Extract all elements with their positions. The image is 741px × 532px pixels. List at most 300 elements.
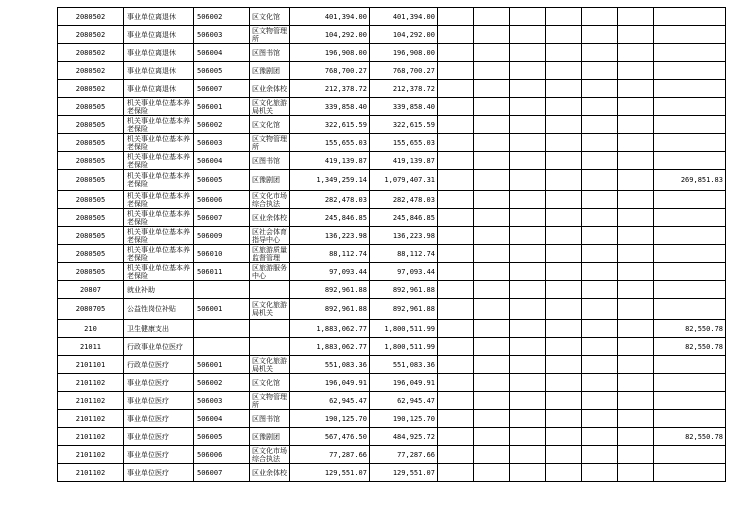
- row-empty-cell: [546, 26, 582, 44]
- row-item-name: 事业单位离退休: [124, 26, 194, 44]
- row-project: 82,550.78: [654, 428, 726, 446]
- row-unit-name: 区图书馆: [250, 152, 290, 170]
- row-project: [654, 80, 726, 98]
- row-unit-name: [250, 338, 290, 356]
- row-empty-cell: [618, 170, 654, 191]
- row-empty-cell: [546, 263, 582, 281]
- row-empty-cell: [438, 62, 474, 80]
- row-total: 419,139.87: [290, 152, 370, 170]
- row-basic: 1,800,511.99: [370, 320, 438, 338]
- row-project: [654, 191, 726, 209]
- row-item-name: 机关事业单位基本养老保险: [124, 245, 194, 263]
- row-basic: 77,287.66: [370, 446, 438, 464]
- row-code: 21011: [58, 338, 124, 356]
- table-row: [58, 245, 726, 263]
- row-empty-cell: [510, 392, 546, 410]
- row-empty-cell: [474, 410, 510, 428]
- row-empty-cell: [582, 152, 618, 170]
- row-empty-cell: [438, 410, 474, 428]
- row-basic: 196,908.00: [370, 44, 438, 62]
- row-basic: 129,551.07: [370, 464, 438, 482]
- row-empty-cell: [474, 209, 510, 227]
- row-empty-cell: [474, 338, 510, 356]
- row-empty-cell: [546, 446, 582, 464]
- row-total: 322,615.59: [290, 116, 370, 134]
- row-code: 2080502: [58, 62, 124, 80]
- row-empty-cell: [618, 98, 654, 116]
- row-empty-cell: [474, 80, 510, 98]
- row-empty-cell: [582, 245, 618, 263]
- row-basic: 62,945.47: [370, 392, 438, 410]
- row-project: [654, 263, 726, 281]
- row-unit-code: 506005: [194, 62, 250, 80]
- row-total: 567,476.50: [290, 428, 370, 446]
- row-empty-cell: [474, 191, 510, 209]
- row-project: [654, 44, 726, 62]
- row-basic: 419,139.87: [370, 152, 438, 170]
- row-total: 196,049.91: [290, 374, 370, 392]
- table-row: [58, 170, 726, 191]
- row-empty-cell: [438, 209, 474, 227]
- row-empty-cell: [582, 464, 618, 482]
- row-item-name: 机关事业单位基本养老保险: [124, 227, 194, 245]
- row-item-name: 事业单位医疗: [124, 392, 194, 410]
- row-basic: 136,223.98: [370, 227, 438, 245]
- row-empty-cell: [474, 263, 510, 281]
- row-code: 2101102: [58, 446, 124, 464]
- row-empty-cell: [510, 80, 546, 98]
- row-empty-cell: [546, 80, 582, 98]
- row-empty-cell: [582, 374, 618, 392]
- row-total: 892,961.88: [290, 281, 370, 299]
- table-row: [58, 263, 726, 281]
- row-unit-name: 区豫剧团: [250, 170, 290, 191]
- row-empty-cell: [474, 446, 510, 464]
- row-basic: 282,478.03: [370, 191, 438, 209]
- row-code: 2080705: [58, 299, 124, 320]
- row-unit-name: 区业余体校: [250, 80, 290, 98]
- row-unit-code: 506006: [194, 191, 250, 209]
- row-empty-cell: [582, 116, 618, 134]
- row-project: [654, 116, 726, 134]
- row-empty-cell: [618, 116, 654, 134]
- row-basic: 551,083.36: [370, 356, 438, 374]
- row-unit-name: 区文化旅游局机关: [250, 299, 290, 320]
- table-row: [58, 281, 726, 299]
- budget-table: [57, 7, 726, 482]
- row-empty-cell: [618, 299, 654, 320]
- row-empty-cell: [438, 191, 474, 209]
- row-unit-name: 区文化旅游局机关: [250, 98, 290, 116]
- row-code: 2101102: [58, 464, 124, 482]
- row-item-name: 机关事业单位基本养老保险: [124, 170, 194, 191]
- row-empty-cell: [438, 356, 474, 374]
- row-empty-cell: [474, 8, 510, 26]
- row-total: 129,551.07: [290, 464, 370, 482]
- row-empty-cell: [438, 464, 474, 482]
- row-unit-name: 区旅游质量监督管理: [250, 245, 290, 263]
- row-empty-cell: [618, 392, 654, 410]
- row-unit-code: 506002: [194, 374, 250, 392]
- row-empty-cell: [546, 116, 582, 134]
- row-empty-cell: [582, 80, 618, 98]
- row-code: 2080505: [58, 152, 124, 170]
- row-empty-cell: [582, 392, 618, 410]
- row-unit-name: 区图书馆: [250, 410, 290, 428]
- row-total: 339,858.40: [290, 98, 370, 116]
- row-unit-code: 506006: [194, 446, 250, 464]
- row-item-name: 机关事业单位基本养老保险: [124, 98, 194, 116]
- row-empty-cell: [438, 320, 474, 338]
- row-empty-cell: [582, 191, 618, 209]
- row-project: 82,550.78: [654, 338, 726, 356]
- row-project: [654, 281, 726, 299]
- row-empty-cell: [510, 356, 546, 374]
- row-unit-code: 506005: [194, 170, 250, 191]
- row-empty-cell: [546, 62, 582, 80]
- row-project: [654, 374, 726, 392]
- row-project: [654, 152, 726, 170]
- row-item-name: 机关事业单位基本养老保险: [124, 116, 194, 134]
- row-empty-cell: [474, 356, 510, 374]
- row-project: [654, 245, 726, 263]
- row-empty-cell: [438, 392, 474, 410]
- row-total: 1,349,259.14: [290, 170, 370, 191]
- row-project: [654, 446, 726, 464]
- row-empty-cell: [510, 62, 546, 80]
- row-empty-cell: [510, 134, 546, 152]
- row-empty-cell: [582, 8, 618, 26]
- row-empty-cell: [474, 227, 510, 245]
- row-unit-name: 区业余体校: [250, 209, 290, 227]
- table-row: [58, 464, 726, 482]
- row-empty-cell: [618, 26, 654, 44]
- row-item-name: 事业单位离退休: [124, 62, 194, 80]
- row-empty-cell: [582, 263, 618, 281]
- row-empty-cell: [510, 410, 546, 428]
- table-row: [58, 338, 726, 356]
- row-basic: 190,125.70: [370, 410, 438, 428]
- row-empty-cell: [510, 152, 546, 170]
- row-code: 2080502: [58, 80, 124, 98]
- row-empty-cell: [438, 263, 474, 281]
- row-item-name: 就业补助: [124, 281, 194, 299]
- table-row: [58, 116, 726, 134]
- row-item-name: 事业单位医疗: [124, 464, 194, 482]
- row-total: 62,945.47: [290, 392, 370, 410]
- table-row: [58, 8, 726, 26]
- row-basic: 196,049.91: [370, 374, 438, 392]
- row-unit-name: 区豫剧团: [250, 428, 290, 446]
- row-empty-cell: [546, 338, 582, 356]
- row-empty-cell: [510, 116, 546, 134]
- row-code: 2080505: [58, 170, 124, 191]
- row-project: [654, 26, 726, 44]
- row-total: 97,093.44: [290, 263, 370, 281]
- row-empty-cell: [618, 320, 654, 338]
- row-empty-cell: [546, 464, 582, 482]
- row-project: [654, 464, 726, 482]
- row-basic: 155,655.03: [370, 134, 438, 152]
- row-basic: 245,846.85: [370, 209, 438, 227]
- table-row: [58, 152, 726, 170]
- row-empty-cell: [582, 209, 618, 227]
- row-empty-cell: [618, 152, 654, 170]
- row-empty-cell: [582, 62, 618, 80]
- row-empty-cell: [474, 299, 510, 320]
- row-empty-cell: [546, 281, 582, 299]
- row-empty-cell: [618, 191, 654, 209]
- row-unit-code: 506007: [194, 464, 250, 482]
- table-row: [58, 62, 726, 80]
- row-item-name: 事业单位医疗: [124, 428, 194, 446]
- row-unit-code: 506010: [194, 245, 250, 263]
- row-empty-cell: [438, 152, 474, 170]
- row-project: [654, 410, 726, 428]
- row-empty-cell: [474, 26, 510, 44]
- row-basic: 88,112.74: [370, 245, 438, 263]
- row-total: 768,700.27: [290, 62, 370, 80]
- row-empty-cell: [546, 170, 582, 191]
- row-unit-name: 区文化市场综合执法: [250, 191, 290, 209]
- row-basic: 322,615.59: [370, 116, 438, 134]
- row-empty-cell: [618, 8, 654, 26]
- row-basic: 339,858.40: [370, 98, 438, 116]
- row-empty-cell: [510, 98, 546, 116]
- row-total: 551,083.36: [290, 356, 370, 374]
- row-item-name: 机关事业单位基本养老保险: [124, 152, 194, 170]
- row-unit-code: 506002: [194, 116, 250, 134]
- row-empty-cell: [474, 464, 510, 482]
- row-code: 2101101: [58, 356, 124, 374]
- row-empty-cell: [618, 209, 654, 227]
- row-code: 20807: [58, 281, 124, 299]
- row-empty-cell: [546, 299, 582, 320]
- row-empty-cell: [474, 44, 510, 62]
- row-unit-code: 506005: [194, 428, 250, 446]
- row-empty-cell: [474, 320, 510, 338]
- row-empty-cell: [474, 62, 510, 80]
- row-unit-code: 506003: [194, 392, 250, 410]
- row-empty-cell: [582, 299, 618, 320]
- row-item-name: 事业单位离退休: [124, 44, 194, 62]
- row-basic: 212,378.72: [370, 80, 438, 98]
- row-empty-cell: [474, 392, 510, 410]
- row-item-name: 机关事业单位基本养老保险: [124, 263, 194, 281]
- row-project: [654, 134, 726, 152]
- row-item-name: 事业单位医疗: [124, 374, 194, 392]
- row-item-name: 行政单位医疗: [124, 356, 194, 374]
- row-empty-cell: [438, 44, 474, 62]
- row-empty-cell: [474, 245, 510, 263]
- row-empty-cell: [618, 80, 654, 98]
- row-empty-cell: [474, 116, 510, 134]
- row-item-name: 事业单位医疗: [124, 410, 194, 428]
- row-empty-cell: [510, 26, 546, 44]
- row-total: 155,655.03: [290, 134, 370, 152]
- table-row: [58, 80, 726, 98]
- row-total: 892,961.88: [290, 299, 370, 320]
- table-row: [58, 320, 726, 338]
- row-empty-cell: [438, 428, 474, 446]
- row-empty-cell: [618, 44, 654, 62]
- row-unit-code: 506007: [194, 80, 250, 98]
- row-total: 401,394.00: [290, 8, 370, 26]
- row-empty-cell: [510, 299, 546, 320]
- row-empty-cell: [438, 134, 474, 152]
- row-code: 2080505: [58, 263, 124, 281]
- row-empty-cell: [438, 116, 474, 134]
- row-total: 1,883,062.77: [290, 338, 370, 356]
- row-project: 269,851.83: [654, 170, 726, 191]
- row-unit-name: 区文化旅游局机关: [250, 356, 290, 374]
- row-total: 104,292.00: [290, 26, 370, 44]
- row-empty-cell: [618, 428, 654, 446]
- row-empty-cell: [546, 134, 582, 152]
- row-empty-cell: [546, 44, 582, 62]
- row-total: 77,287.66: [290, 446, 370, 464]
- row-empty-cell: [546, 428, 582, 446]
- row-item-name: 事业单位离退休: [124, 8, 194, 26]
- row-empty-cell: [438, 227, 474, 245]
- row-empty-cell: [582, 170, 618, 191]
- row-project: 82,550.78: [654, 320, 726, 338]
- table-row: [58, 191, 726, 209]
- table-row: [58, 299, 726, 320]
- row-unit-code: 506002: [194, 8, 250, 26]
- row-project: [654, 356, 726, 374]
- row-empty-cell: [474, 152, 510, 170]
- row-code: 2080505: [58, 209, 124, 227]
- row-basic: 892,961.88: [370, 281, 438, 299]
- row-empty-cell: [546, 374, 582, 392]
- row-project: [654, 299, 726, 320]
- row-empty-cell: [546, 392, 582, 410]
- row-project: [654, 98, 726, 116]
- row-code: 2080502: [58, 8, 124, 26]
- row-empty-cell: [438, 98, 474, 116]
- row-unit-code: 506001: [194, 356, 250, 374]
- row-basic: 401,394.00: [370, 8, 438, 26]
- row-empty-cell: [438, 26, 474, 44]
- row-empty-cell: [618, 356, 654, 374]
- row-empty-cell: [510, 464, 546, 482]
- row-empty-cell: [582, 410, 618, 428]
- row-project: [654, 62, 726, 80]
- row-basic: 104,292.00: [370, 26, 438, 44]
- row-empty-cell: [510, 245, 546, 263]
- row-item-name: 机关事业单位基本养老保险: [124, 191, 194, 209]
- row-empty-cell: [510, 227, 546, 245]
- row-unit-name: 区旅游服务中心: [250, 263, 290, 281]
- row-empty-cell: [510, 338, 546, 356]
- row-empty-cell: [546, 98, 582, 116]
- row-unit-code: 506001: [194, 299, 250, 320]
- row-unit-name: 区文物管理所: [250, 26, 290, 44]
- row-code: 2080502: [58, 44, 124, 62]
- row-empty-cell: [618, 62, 654, 80]
- row-empty-cell: [618, 134, 654, 152]
- row-item-name: 机关事业单位基本养老保险: [124, 134, 194, 152]
- row-code: 2101102: [58, 392, 124, 410]
- row-empty-cell: [582, 26, 618, 44]
- row-empty-cell: [546, 227, 582, 245]
- row-unit-code: 506004: [194, 44, 250, 62]
- row-basic: 484,925.72: [370, 428, 438, 446]
- row-empty-cell: [546, 8, 582, 26]
- table-row: [58, 446, 726, 464]
- table-row: [58, 227, 726, 245]
- table-row: [58, 209, 726, 227]
- row-unit-code: 506011: [194, 263, 250, 281]
- row-empty-cell: [510, 191, 546, 209]
- row-empty-cell: [474, 170, 510, 191]
- row-total: 1,883,062.77: [290, 320, 370, 338]
- row-empty-cell: [474, 134, 510, 152]
- row-empty-cell: [582, 320, 618, 338]
- table-row: [58, 44, 726, 62]
- row-empty-cell: [546, 191, 582, 209]
- row-empty-cell: [618, 446, 654, 464]
- row-code: 2101102: [58, 410, 124, 428]
- row-code: 210: [58, 320, 124, 338]
- row-empty-cell: [510, 281, 546, 299]
- table-row: [58, 410, 726, 428]
- row-total: 190,125.70: [290, 410, 370, 428]
- row-empty-cell: [546, 410, 582, 428]
- row-empty-cell: [546, 209, 582, 227]
- row-unit-code: [194, 281, 250, 299]
- row-unit-name: 区文化馆: [250, 8, 290, 26]
- row-total: 196,908.00: [290, 44, 370, 62]
- row-empty-cell: [510, 374, 546, 392]
- row-empty-cell: [474, 98, 510, 116]
- row-empty-cell: [510, 8, 546, 26]
- row-code: 2080505: [58, 227, 124, 245]
- row-empty-cell: [618, 338, 654, 356]
- row-code: 2080505: [58, 134, 124, 152]
- table-row: [58, 134, 726, 152]
- row-unit-name: [250, 281, 290, 299]
- row-empty-cell: [474, 281, 510, 299]
- row-empty-cell: [438, 8, 474, 26]
- row-code: 2080502: [58, 26, 124, 44]
- row-unit-code: 506004: [194, 410, 250, 428]
- row-code: 2080505: [58, 191, 124, 209]
- row-empty-cell: [618, 410, 654, 428]
- row-empty-cell: [582, 446, 618, 464]
- row-empty-cell: [546, 356, 582, 374]
- row-project: [654, 209, 726, 227]
- row-empty-cell: [510, 320, 546, 338]
- row-unit-code: [194, 338, 250, 356]
- row-project: [654, 8, 726, 26]
- table-row: [58, 428, 726, 446]
- row-empty-cell: [438, 299, 474, 320]
- row-project: [654, 227, 726, 245]
- row-unit-name: 区文物管理所: [250, 134, 290, 152]
- table-row: [58, 356, 726, 374]
- row-item-name: 公益性岗位补贴: [124, 299, 194, 320]
- row-unit-name: 区图书馆: [250, 44, 290, 62]
- row-unit-name: 区文化馆: [250, 116, 290, 134]
- row-empty-cell: [582, 428, 618, 446]
- row-item-name: 事业单位离退休: [124, 80, 194, 98]
- table-row: [58, 374, 726, 392]
- row-basic: 892,961.88: [370, 299, 438, 320]
- row-code: 2080505: [58, 245, 124, 263]
- row-unit-code: 506009: [194, 227, 250, 245]
